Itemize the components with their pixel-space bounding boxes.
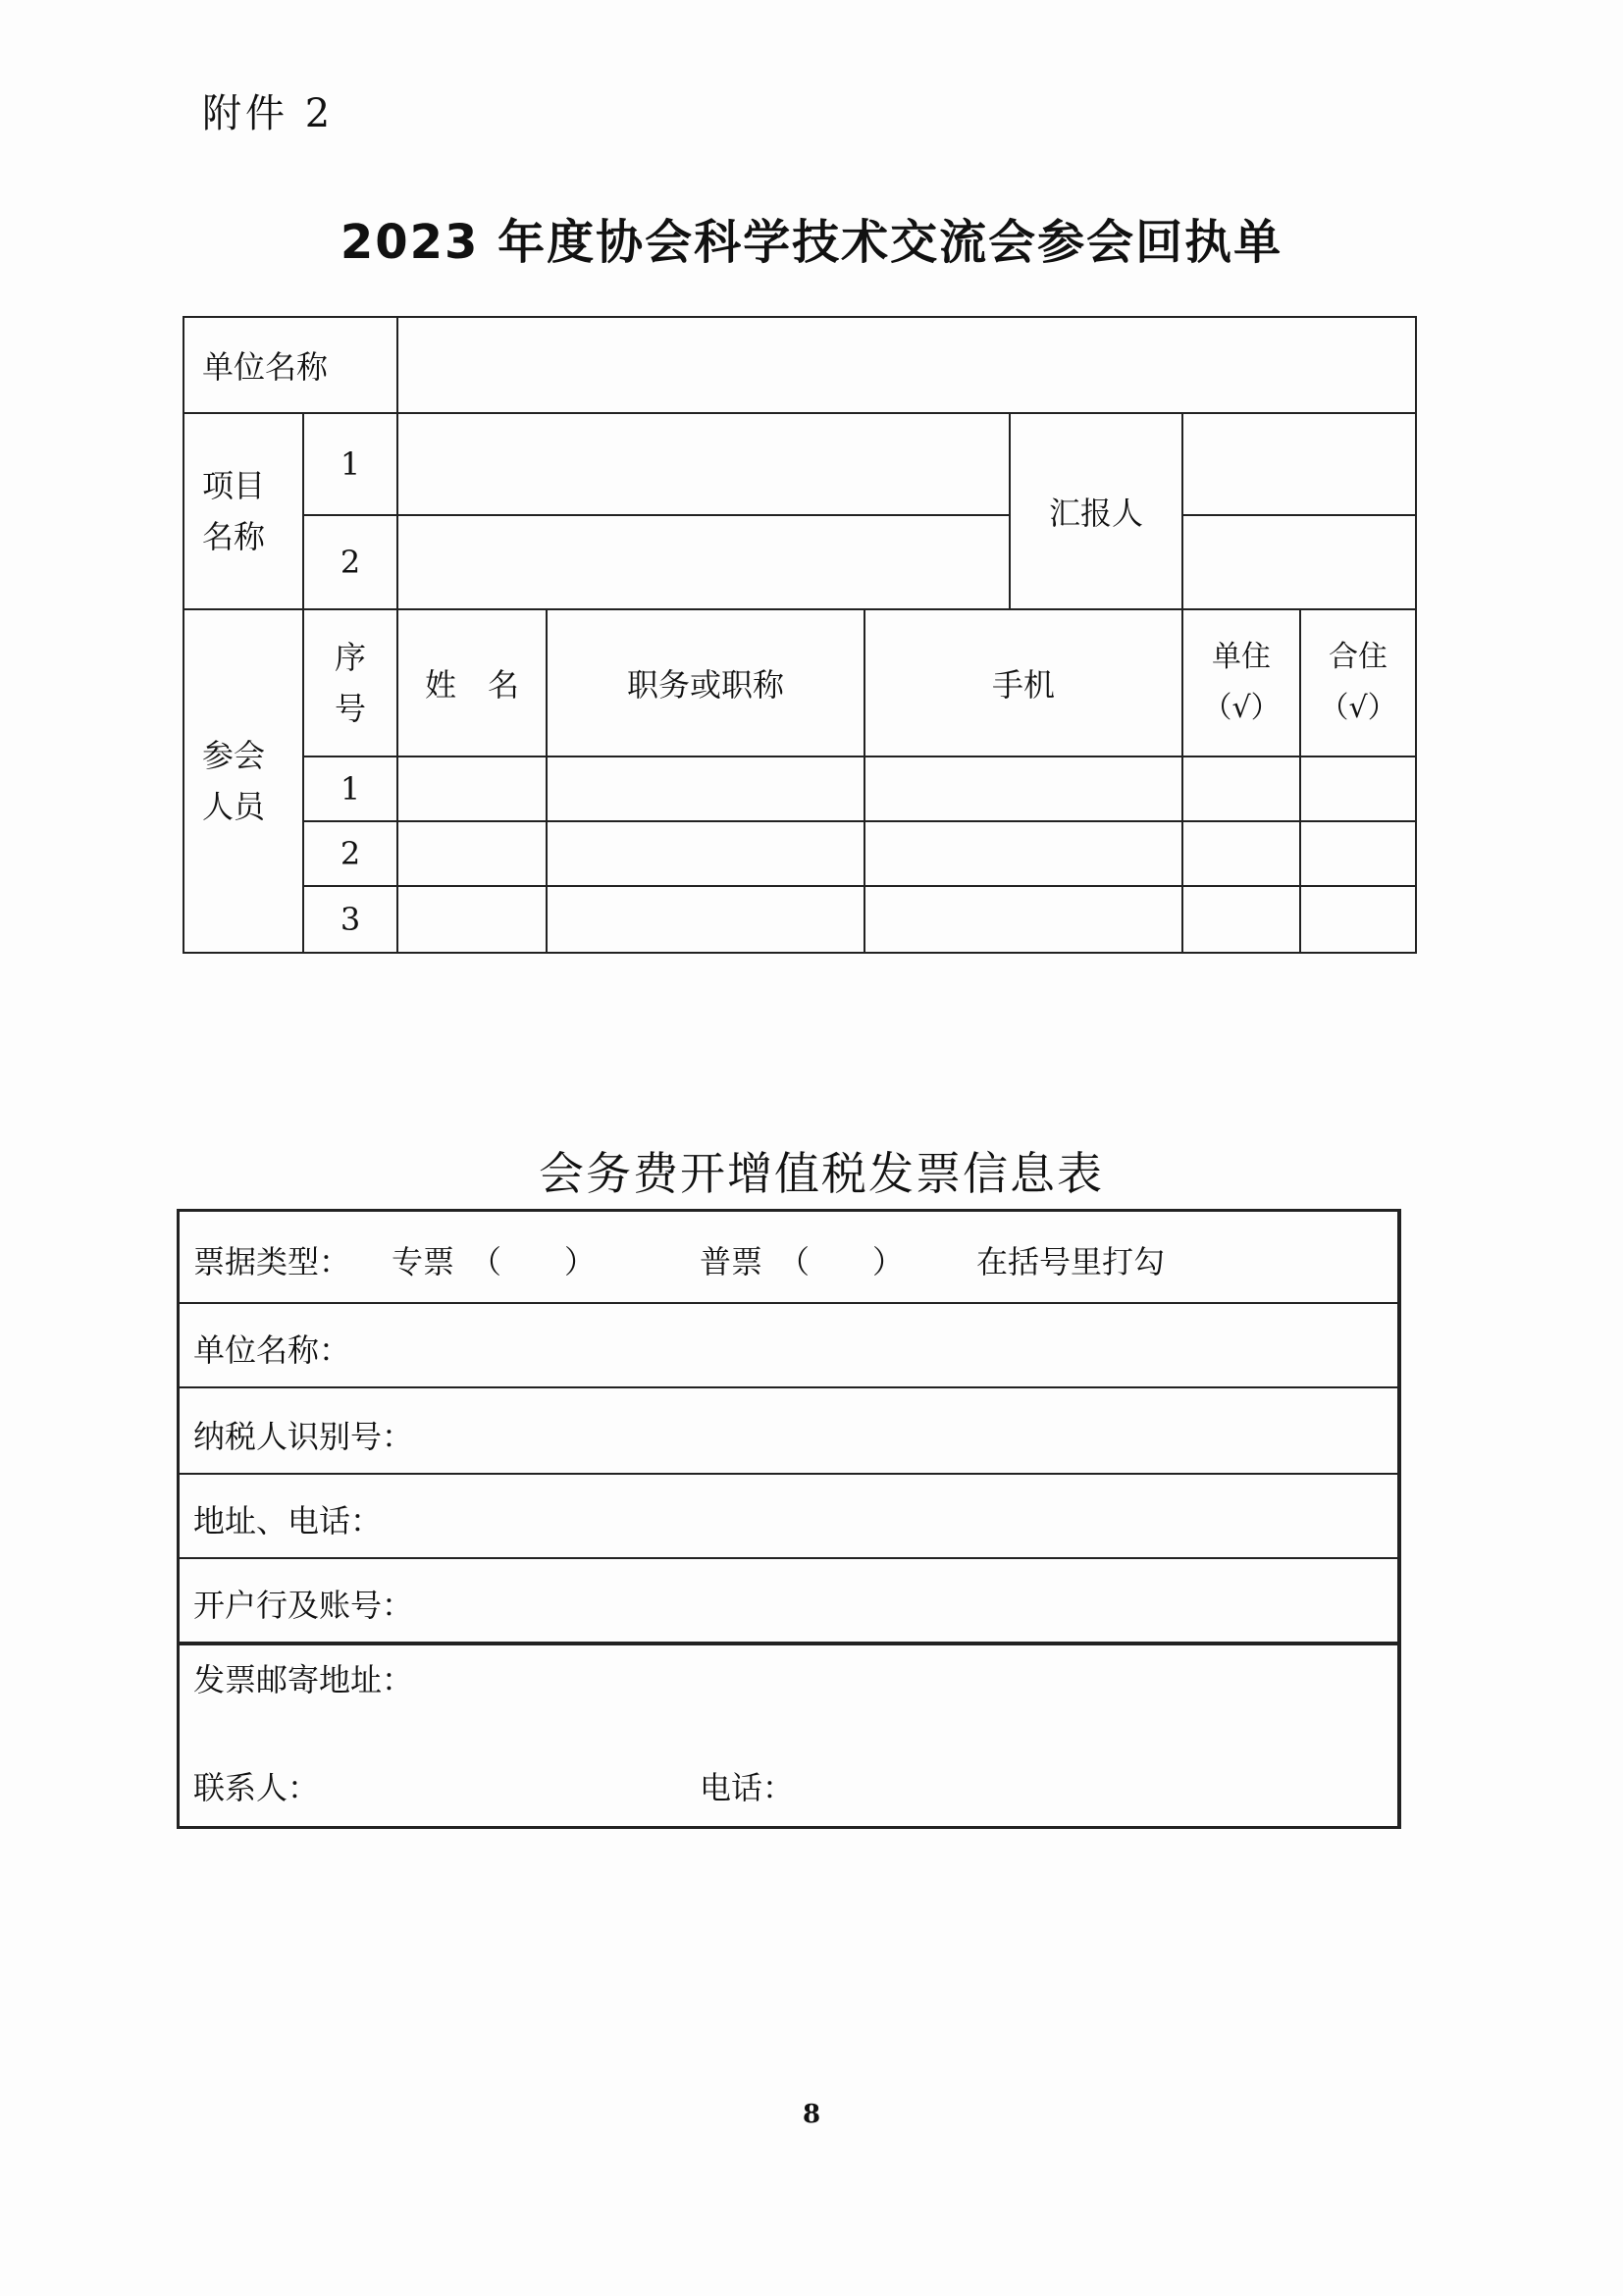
invoice-unit-name-label: 单位名称： <box>193 1331 351 1369</box>
project-index: 2 <box>303 515 397 609</box>
taxpayer-id-row[interactable] <box>180 1386 1397 1475</box>
bank-account-row[interactable] <box>180 1557 1397 1645</box>
project-row-1 <box>183 413 1416 515</box>
attendee-header-row <box>183 609 1416 757</box>
single-room-line1: 单住 <box>1212 640 1272 674</box>
shared-room-line1: 合住 <box>1329 640 1388 674</box>
project-name-input[interactable] <box>397 515 1010 609</box>
attendee-index: 3 <box>303 886 397 953</box>
taxpayer-id-label: 纳税人识别号： <box>193 1418 414 1455</box>
mailing-address-label: 发票邮寄地址： <box>193 1661 414 1698</box>
single-room-check[interactable] <box>1182 757 1300 821</box>
unit-name-input[interactable] <box>397 317 1416 413</box>
page-number: 8 <box>802 2100 821 2129</box>
single-room-check[interactable] <box>1182 886 1300 953</box>
attendee-row <box>183 757 1416 821</box>
special-invoice-option[interactable]: 专票 （ ） <box>392 1243 597 1280</box>
tick-hint: 在括号里打勾 <box>976 1243 1166 1280</box>
ticket-type-row <box>180 1212 1397 1304</box>
reporter-input[interactable] <box>1182 515 1416 609</box>
ticket-type-label: 票据类型： <box>193 1243 351 1280</box>
receipt-table <box>183 316 1417 954</box>
seq-header-line1: 序 <box>335 639 367 676</box>
attendee-title-input[interactable] <box>547 821 864 886</box>
phone-label: 电话： <box>700 1769 795 1806</box>
project-name-label-line1: 项目 <box>202 467 266 504</box>
seq-header-line2: 号 <box>335 690 367 727</box>
attendees-label-line1: 参会 <box>202 737 266 774</box>
shared-room-check[interactable] <box>1300 757 1416 821</box>
attachment-label: 附件 2 <box>202 91 335 136</box>
reporter-input[interactable] <box>1182 413 1416 515</box>
project-name-label <box>183 413 303 609</box>
attendee-index: 2 <box>303 821 397 886</box>
unit-name-row <box>183 317 1416 413</box>
bank-account-label: 开户行及账号： <box>193 1587 414 1624</box>
project-index: 1 <box>303 413 397 515</box>
attendee-title-input[interactable] <box>547 886 864 953</box>
unit-name-row[interactable] <box>180 1302 1397 1388</box>
single-room-line2: （√） <box>1202 691 1281 725</box>
attendee-name-input[interactable] <box>397 757 547 821</box>
attendee-title-input[interactable] <box>547 757 864 821</box>
attendee-name-input[interactable] <box>397 886 547 953</box>
project-name-input[interactable] <box>397 413 1010 515</box>
attendee-row <box>183 886 1416 953</box>
project-row-2 <box>183 515 1416 609</box>
attendee-name-input[interactable] <box>397 821 547 886</box>
address-phone-label: 地址、电话： <box>193 1502 383 1539</box>
form-title: 2023 年度协会科学技术交流会参会回执单 <box>340 215 1283 270</box>
attendees-label-line2: 人员 <box>202 788 266 825</box>
contact-label: 联系人： <box>193 1769 320 1806</box>
address-phone-row[interactable] <box>180 1473 1397 1559</box>
unit-name-label: 单位名称 <box>183 317 397 413</box>
single-room-header <box>1182 609 1300 757</box>
single-room-check[interactable] <box>1182 821 1300 886</box>
seq-header <box>303 609 397 757</box>
shared-room-header <box>1300 609 1416 757</box>
attendee-row <box>183 821 1416 886</box>
attendee-phone-input[interactable] <box>864 886 1182 953</box>
attendees-label <box>183 609 303 953</box>
invoice-table <box>177 1209 1401 1829</box>
normal-invoice-option[interactable]: 普票 （ ） <box>700 1243 905 1280</box>
title-col-header: 职务或职称 <box>547 609 864 757</box>
shared-room-line2: （√） <box>1319 691 1397 725</box>
shared-room-check[interactable] <box>1300 886 1416 953</box>
reporter-label: 汇报人 <box>1010 413 1182 609</box>
shared-room-check[interactable] <box>1300 821 1416 886</box>
attendee-phone-input[interactable] <box>864 821 1182 886</box>
invoice-title: 会务费开增值税发票信息表 <box>539 1147 1104 1200</box>
attendee-phone-input[interactable] <box>864 757 1182 821</box>
project-name-label-line2: 名称 <box>202 518 266 555</box>
name-col-header: 姓 名 <box>397 609 547 757</box>
attendee-index: 1 <box>303 757 397 821</box>
phone-col-header: 手机 <box>864 609 1182 757</box>
